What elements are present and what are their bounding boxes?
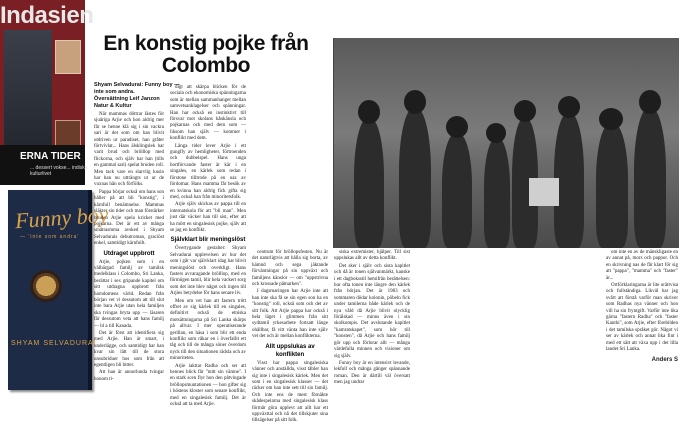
paragraph: Funny boy är en intensivt levande, lekfull och många gånger spännande roman. Den är därtill väl översatt men jag undrar [334, 360, 410, 386]
paragraph: När mammas döttrar lästes för sjuåriga Arjie och hon aldrig mer får se henne klä sig i sin vackra sari är det som om han blivit utdriven ur paradiset, han gråter förtvivlat... Hans älsklingslek har varit brud och brölllop med flickorna, och själv har han (tills en gammal sari) spelat bruden roll. Men tack vare en slarvlig kusin har han nu utträngts ut ur de vuxnas hån och förfölks. [94, 112, 164, 188]
magazine-band-text: ... dessert vokse... indiska kulturlivet [30, 165, 88, 177]
child-head [599, 108, 623, 130]
paragraph: Arjie iakttar Radha och ser att hennes blick får "mitt sin vämne". I en stark scen flyr hon den påtvingade bröllopsmuntationen — hon gifter sig i höstens kloster som senare konflikt, med en singalesisk familj. Det är också att ta med Arjie. [170, 363, 246, 408]
article-byline [94, 82, 180, 110]
clothing-patch [529, 178, 559, 206]
paragraph: Men om vet han att fastern trött offret av sig kärlek till en singales, definitivt också de etniska motsättningarna på Sri Lanka skärps på allvar. I mer operatiserande gerillan, en häsa i som blir ett enda konflikt som råkar en i överfallit ett tåg och till de många söner överdom nyck till den situationen rädsla och av minoriteten. [170, 298, 246, 362]
byline-line: Natur & Kultur [94, 103, 132, 109]
child-figure [354, 118, 384, 248]
book-title: Funny boy [14, 201, 110, 234]
paragraph: Visst har pappa singalesiska vänner och anställda, visst tåbler han sig inte i singalesisk kärlek. Men det som i en singalesisk klasser — det räcker om han inte sett till sin familj. Och inte ens de mest förnäkte skådespelarna med singalesisk klass förmår göra upplevt att allt har ett uppväxttal och nå det tillskjuter sina tillsägelser på sitt folk. [252, 360, 328, 424]
magazine-cover [0, 0, 94, 185]
child-figure [484, 138, 510, 248]
paragraph: Ortförklaringarna är lite orättvisa och fullständiga. Likväl har jag svårt att förstå varför man skriver som Radhas nya vänner och hon vill ha sin fryntgift. Varför inte lika gärna "fastern Radha" och "faster Kanthi", som Arjie, efter förebilden i det tamilska språket gör. Något vi ser av kärlek och annat lika fint i med ett sätt att växa upp i det lilla landet Sri Lanka. [606, 283, 678, 353]
child-figure [442, 133, 472, 248]
child-head [358, 100, 380, 124]
article-photo [333, 38, 679, 248]
magazine-title: Indasien [0, 2, 94, 29]
paragraph: siska extremister, hjälper. Till sist uppslukas allt av detta konflikt. [334, 250, 410, 262]
author-signature: Anders S [651, 356, 678, 363]
book-cover [8, 190, 110, 390]
child-head [404, 90, 426, 114]
paragraph: Det sker i själv och sista kapitlet och då är tonen självanmärkt, kanske i ett dagboksstil hemifrån berättelsen: hur ofta tonen inte längre den kärlek från början. Det är 1983 och sommaren dödar kolonin, pöbeln fick under tamilerna både kärlek och de nya våld då Arjie blivit olycklig förälskad — minns även i sin skolkompis. Det avslutande kapitlet "kamratskapet", som hör till "konsten", då Arjie och hans familj gör upp och förlorar allt — många värdefulla minnen och visioner om sig själv. [334, 263, 410, 359]
paragraph: Arjie, pojken som i en välbärgad familj av tamilsk medelklass i Colombo, Sri Lanka, berättar i sex gripande kapitel om sitt utdragna uppbrott från barndomens värld. Redan från början vet vi dessutom att till slut inte bara Arjie utan hela familjen ska tvingas bryta upp — läsaren får dessutom veta att hans familj — bl a till Kanada. [94, 259, 164, 329]
article-headline: En konstig pojke från Colombo [103, 32, 309, 77]
paragraph: Pappa börjar också om hans son håller på att bli "konstig", i kärnfull benämnelse. Mammas släkter sin tider och man förstärker bruden Arjie spela kricket med pojkarna. Det är ett av många småtrasmma avsked i Shyam Selvadurais debutroman, graciöst enkel, samtidigt kärnfullt. [94, 189, 164, 247]
subheading: Självklart blir meningslöst [170, 237, 246, 244]
article-column-1 [94, 112, 164, 400]
byline-line: inte som andra. [94, 89, 135, 95]
article-column-3 [252, 250, 328, 424]
child-head [486, 123, 506, 143]
child-figure [596, 123, 628, 248]
child-head [446, 116, 468, 138]
byline-line: Shyam Selvadurai: Funny boy — [94, 82, 180, 88]
article-column-2 [170, 85, 246, 408]
paragraph: Övertygande gestalter: Shyam Selvadurai upplevelsen av hur det som i går var självklart idag har blivit meningslöst och overkligt. Hans fasters avvaragande brölllop, med en förmögen tamil, blir hela vackert sorg som det inte blev något och ingen till Arjies betydelse för hans senare liv. [170, 246, 246, 297]
article-column-5 [606, 250, 678, 400]
child-figure [634, 108, 666, 248]
magazine-band-title: ERNA TIDER [20, 151, 81, 162]
subheading: Allt uppslukas av konflikten [265, 343, 315, 358]
paragraph: digt att skärpa blicken för de sociala och ekonomiska spänningarna som är mellan sammanhanget mellan samvetsanklagelser och spänningar. Han har också en instinktivt till försvar mot skolans hånkänsla och pojkarnas och med dem som — liksom han själv — kommer i konflikt med dem. [170, 85, 246, 142]
paragraph: Att han är annorlunda tvingar honom ti- [94, 370, 164, 382]
child-head [639, 90, 661, 114]
subheading: Utdraget uppbrott [103, 250, 155, 257]
article-column-4 [334, 250, 410, 400]
eye-illustration [22, 268, 70, 304]
child-head [514, 100, 536, 122]
byline-line: Översättning Leif Janzon [94, 96, 160, 102]
paragraph: Arjie själv skickas av pappa till en internatskola för att "bli man". Men just där väcker han till sist, efter att ha mött en singalesisk pojke, själv att se jag en konflikt. [170, 202, 246, 233]
magazine-band [0, 145, 88, 185]
paragraph: centrum för bröllopsfesten. Nu är det naturligtvis att hålla sig borta, av hämnd och sega jäktande förväntningar på sin uppväxt och familjens känslor — om "uppstrivna och krossade påmarken". [252, 250, 328, 288]
paragraph: om inte en av de mänskligaste en av annat på, mors och pappor. Och en skrivning nas de får klart för sig att "pappa", "mamma" och "faster" är... [606, 250, 678, 281]
child-head [558, 96, 580, 118]
book-author: SHYAM SELVADURAI [11, 340, 97, 347]
paragraph: Det är först att identifiera sig med Arjie. Han är smart, i underlägge, och samtidigt har han kvar sin lätt till de stora unsubriduer hos som från att egentligen bli bitter. [94, 331, 164, 369]
magazine-thumbnail [55, 40, 81, 74]
child-figure [399, 108, 431, 248]
paragraph: Långa tider lever Arjie i ett gungfly av hemligheter, förtroenden och dubbelspel. Hans unga bortförvande faster är kär i en singales, en kärlek som redan i förstone tilltrode på en oaz av fördomar. Hans mamma får besök av en kvinna han aldrig fick gifta sig med, också han från minoritetsfolk. [170, 143, 246, 200]
paragraph: I dagsmaringen har Arjie inte att han inte ska få se sin egen son ha en "konstig" roll, också som och det av sitt folk. Att Arjie pappa har också i hela läget i glimmen från sitt sydtamil yrkesarbete fortsatt länge ohållbar, få vitt vänta han inte själv vet det och är mellan konflikterna. [252, 289, 328, 340]
book-subtitle: — 'inte som andra' [20, 234, 80, 240]
